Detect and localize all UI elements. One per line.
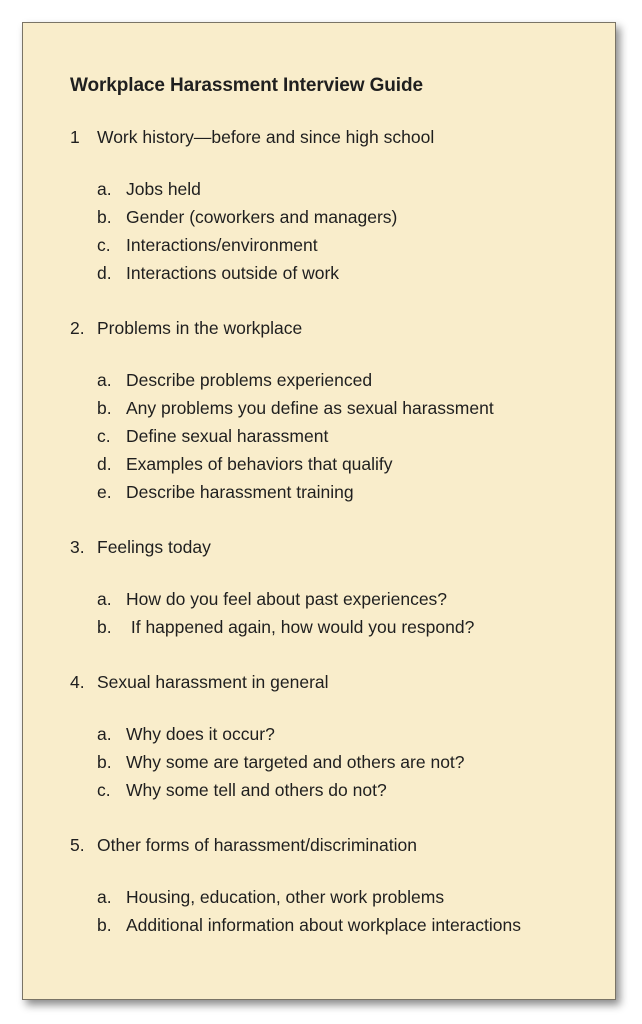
list-item <box>97 478 610 506</box>
list-item-letter: c. <box>97 234 111 255</box>
list-item <box>97 422 610 450</box>
list-item-text: Interactions outside of work <box>126 262 340 283</box>
section-number: 2. <box>70 317 85 338</box>
list-item-text: Additional information about workplace interactions <box>126 914 521 935</box>
section-heading <box>70 668 610 696</box>
sub-item-list <box>70 720 610 804</box>
list-item-text: Describe problems experienced <box>126 369 373 390</box>
sub-item-list <box>70 175 610 287</box>
list-item-text: Jobs held <box>126 178 201 199</box>
section-heading-text: Work history—before and since high school <box>97 126 435 147</box>
list-item-text: How do you feel about past experiences? <box>126 588 448 609</box>
list-item-text: Examples of behaviors that qualify <box>126 453 393 474</box>
list-item-text: Any problems you define as sexual harassment <box>126 397 494 418</box>
section-heading-text: Sexual harassment in general <box>97 671 329 692</box>
list-item-letter: b. <box>97 206 112 227</box>
list-item <box>97 883 610 911</box>
list-item <box>97 366 610 394</box>
sub-item-list <box>70 366 610 506</box>
section <box>70 831 610 939</box>
list-item-letter: a. <box>97 369 112 390</box>
section <box>70 314 610 506</box>
list-item-letter: b. <box>97 751 112 772</box>
section-number: 4. <box>70 671 85 692</box>
sub-item-list <box>70 585 610 641</box>
list-item-text: Why does it occur? <box>126 723 275 744</box>
list-item-letter: b. <box>97 397 112 418</box>
list-item-letter: d. <box>97 262 112 283</box>
list-item-letter: b. <box>97 914 112 935</box>
list-item <box>97 720 610 748</box>
section-heading-text: Problems in the workplace <box>97 317 303 338</box>
section-heading <box>70 314 610 342</box>
section-heading-text: Other forms of harassment/discrimination <box>97 834 417 855</box>
list-item <box>97 175 610 203</box>
list-item-text: Describe harassment training <box>126 481 354 502</box>
page-title: Workplace Harassment Interview Guide <box>70 75 423 96</box>
list-item-text: Gender (coworkers and managers) <box>126 206 398 227</box>
list-item-letter: c. <box>97 779 111 800</box>
list-item <box>97 231 610 259</box>
list-item <box>97 585 610 613</box>
section-list <box>70 123 610 966</box>
list-item-letter: a. <box>97 723 112 744</box>
list-item-text: Interactions/environment <box>126 234 318 255</box>
section-heading <box>70 533 610 561</box>
interview-guide-card <box>22 22 616 1000</box>
section-heading <box>70 831 610 859</box>
section-heading-text: Feelings today <box>97 536 211 557</box>
list-item-letter: a. <box>97 886 112 907</box>
list-item <box>97 748 610 776</box>
list-item <box>97 203 610 231</box>
list-item-letter: a. <box>97 178 112 199</box>
section <box>70 533 610 641</box>
list-item <box>97 394 610 422</box>
list-item-letter: b. <box>97 616 112 637</box>
list-item <box>97 911 610 939</box>
section-number: 5. <box>70 834 85 855</box>
section-heading <box>70 123 610 151</box>
list-item-letter: a. <box>97 588 112 609</box>
list-item-letter: c. <box>97 425 111 446</box>
list-item <box>97 259 610 287</box>
section <box>70 123 610 287</box>
list-item-text: Define sexual harassment <box>126 425 329 446</box>
list-item-letter: e. <box>97 481 112 502</box>
list-item-text: Housing, education, other work problems <box>126 886 445 907</box>
list-item-text: Why some are targeted and others are not? <box>126 751 465 772</box>
list-item <box>97 613 610 641</box>
list-item <box>97 450 610 478</box>
list-item-letter: d. <box>97 453 112 474</box>
list-item <box>97 776 610 804</box>
list-item-text: If happened again, how would you respond? <box>126 616 475 637</box>
section-number: 1 <box>70 126 80 147</box>
section-number: 3. <box>70 536 85 557</box>
list-item-text: Why some tell and others do not? <box>126 779 387 800</box>
sub-item-list <box>70 883 610 939</box>
section <box>70 668 610 804</box>
